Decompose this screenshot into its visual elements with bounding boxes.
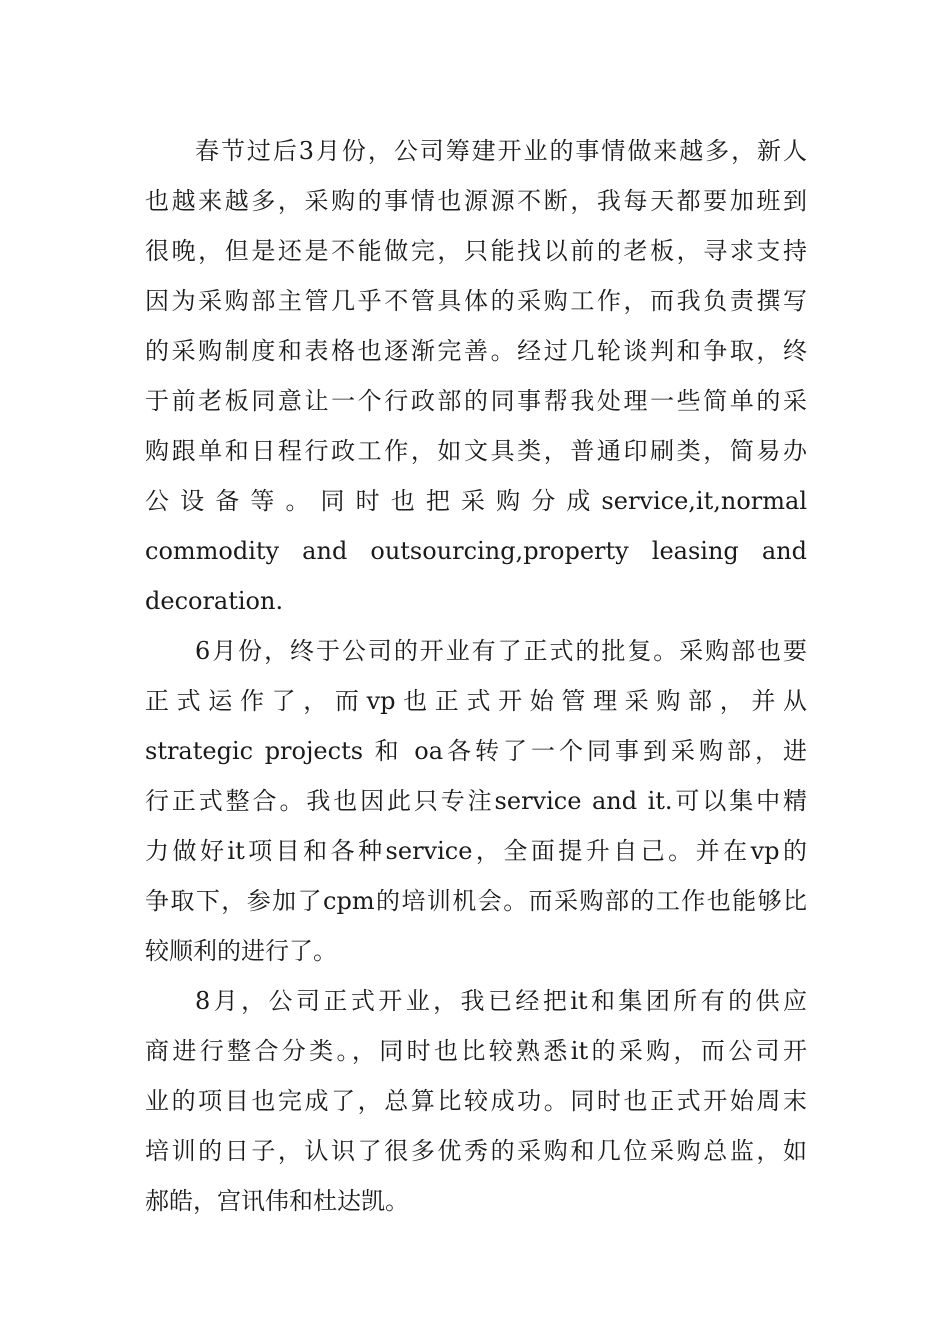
paragraph-2-line-3: strategic projects 和 oa各转了一个同事到采购部，进: [145, 737, 807, 765]
paragraph-1-line-7: 购跟单和日程行政工作，如文具类，普通印刷类，简易办: [145, 437, 807, 465]
paragraph-1-line-3: 很晚，但是还是不能做完，只能找以前的老板，寻求支持: [145, 237, 807, 265]
paragraph-3-line-4: 培训的日子，认识了很多优秀的采购和几位采购总监，如: [145, 1137, 807, 1165]
paragraph-3-line-3: 业的项目也完成了，总算比较成功。同时也正式开始周末: [145, 1087, 807, 1115]
paragraph-3-line-1: 8月，公司正式开业，我已经把it和集团所有的供应: [195, 987, 807, 1015]
paragraph-2-line-1: 6月份，终于公司的开业有了正式的批复。采购部也要: [195, 637, 807, 665]
paragraph-1-line-9: commodity and outsourcing,property leasing and: [145, 537, 807, 565]
paragraph-3-line-5: 郝皓，宫讯伟和杜达凯。: [145, 1187, 409, 1215]
paragraph-1-line-4: 因为采购部主管几乎不管具体的采购工作，而我负责撰写: [145, 287, 807, 315]
paragraph-1-line-10: decoration.: [145, 587, 284, 615]
paragraph-3-line-2: 商进行整合分类。，同时也比较熟悉it的采购，而公司开: [145, 1037, 807, 1065]
paragraph-2-line-2: 正 式 运 作 了 ， 而 vp 也 正 式 开 始 管 理 采 购 部 ， 并 从: [145, 687, 807, 715]
paragraph-2-line-7: 较顺利的进行了。: [145, 937, 337, 965]
body-text: [145, 126, 807, 1226]
paragraph-1-line-2: 也越来越多，采购的事情也源源不断，我每天都要加班到: [145, 187, 807, 215]
paragraph-2-line-5: 力做好it项目和各种service，全面提升自己。并在vp的: [145, 837, 807, 865]
paragraph-2-line-4: 行正式整合。我也因此只专注service and it.可以集中精: [145, 787, 807, 815]
paragraph-1-line-5: 的采购制度和表格也逐渐完善。经过几轮谈判和争取，终: [145, 337, 807, 365]
paragraph-1-line-1: 春节过后3月份，公司筹建开业的事情做来越多，新人: [195, 137, 807, 165]
paragraph-2-line-6: 争取下，参加了cpm的培训机会。而采购部的工作也能够比: [145, 887, 807, 915]
paragraph-1-line-6: 于前老板同意让一个行政部的同事帮我处理一些简单的采: [145, 387, 807, 415]
paragraph-1-line-8: 公 设 备 等 。 同 时 也 把 采 购 分 成 service,it,normal: [145, 487, 807, 515]
